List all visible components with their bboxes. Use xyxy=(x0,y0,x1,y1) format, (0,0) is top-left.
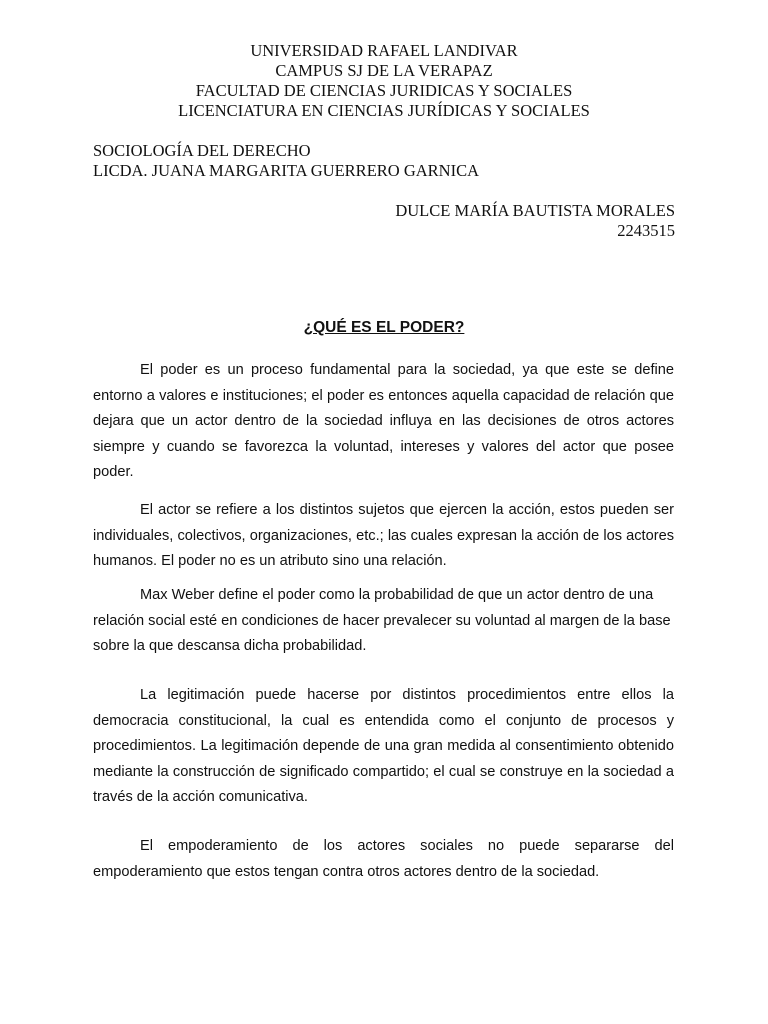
faculty-name: FACULTAD DE CIENCIAS JURIDICAS Y SOCIALES xyxy=(195,81,573,100)
paragraph-1: El poder es un proceso fundamental para la sociedad, ya que este se define entorno a valores e instituciones; el poder es entonces aquella capacidad de relación que dejara que un actor dentro de la sociedad influya en las decisiones de otros actores siempre y cuando se favorezca la voluntad, intereses y valores del actor que posee poder. xyxy=(93,362,674,480)
university-name: UNIVERSIDAD RAFAEL LANDIVAR xyxy=(250,41,518,60)
author-name: DULCE MARÍA BAUTISTA MORALES xyxy=(395,201,675,220)
campus-name: CAMPUS SJ DE LA VERAPAZ xyxy=(275,61,493,80)
institution-header xyxy=(0,41,768,121)
degree-name: LICENCIATURA EN CIENCIAS JURÍDICAS Y SOCIALES xyxy=(178,101,590,120)
paragraph-5: El empoderamiento de los actores sociales no puede separarse del empoderamiento que estos tengan contra otros actores dentro de la sociedad. xyxy=(93,838,674,880)
course-subject: SOCIOLOGÍA DEL DERECHO xyxy=(93,141,311,160)
paragraph-2: El actor se refiere a los distintos sujetos que ejercen la acción, estos pueden ser individuales, colectivos, organizaciones, etc.; las cuales expresan la acción de los actores humanos. El poder no es un atributo sino una relación. xyxy=(93,502,674,569)
course-teacher: LICDA. JUANA MARGARITA GUERRERO GARNICA xyxy=(93,161,479,180)
paragraph-3: Max Weber define el poder como la probabilidad de que un actor dentro de una relación social esté en condiciones de hacer prevalecer su voluntad al margen de la base sobre la que descansa dicha probabilidad. xyxy=(93,587,671,654)
document-title: ¿QUÉ ES EL PODER? xyxy=(303,319,465,336)
author-id: 2243515 xyxy=(617,221,675,240)
paragraph-4: La legitimación puede hacerse por distintos procedimientos entre ellos la democracia constitucional, la cual es entendida como el conjunto de procesos y procedimientos. La legitimación depende de una gran medida al consentimiento obtenido mediante la construcción de significado compartido; el cual se construye en la sociedad a través de la acción comunicativa. xyxy=(93,687,674,805)
author-info xyxy=(395,201,675,241)
course-info xyxy=(93,141,479,181)
